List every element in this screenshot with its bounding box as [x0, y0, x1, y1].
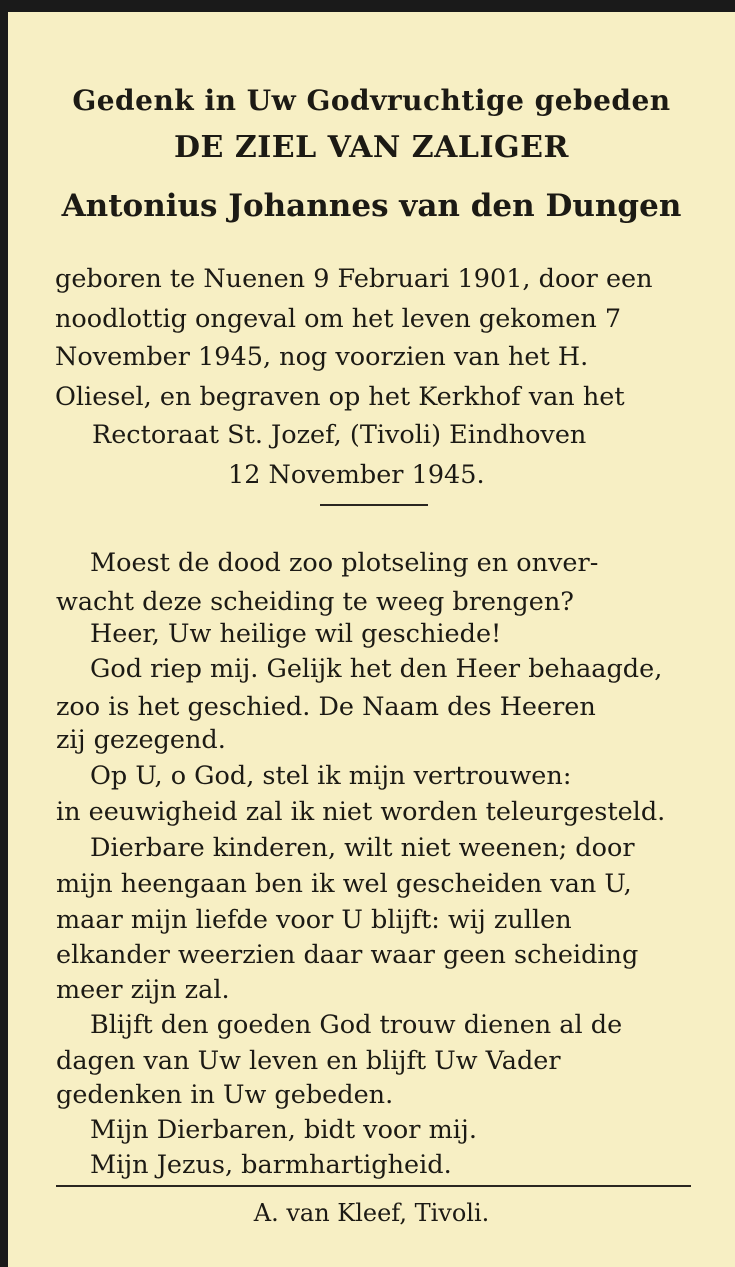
short-divider [320, 504, 428, 506]
poem-line: Heer, Uw heilige wil geschiede! [90, 619, 502, 649]
poem-line: zij gezegend. [56, 725, 226, 755]
poem-line: God riep mij. Gelijk het den Heer behaagde, [90, 654, 663, 684]
poem-line: Blijft den goeden God trouw dienen al de [90, 1010, 623, 1040]
poem-line: in eeuwigheid zal ik niet worden teleurgesteld. [56, 797, 666, 827]
poem-line: maar mijn liefde voor U blijft: wij zullen [56, 905, 572, 935]
poem-line: mijn heengaan ben ik wel gescheiden van U, [56, 869, 632, 899]
poem-line: wacht deze scheiding te weeg brengen? [56, 587, 574, 617]
bio-line: November 1945, nog voorzien van het H. [55, 342, 589, 372]
bio-line: 12 November 1945. [228, 460, 485, 490]
poem-line: Mijn Dierbaren, bidt voor mij. [90, 1115, 477, 1145]
header-line-1: Gedenk in Uw Godvruchtige gebeden [72, 84, 671, 117]
poem-line: Moest de dood zoo plotseling en onver- [90, 548, 599, 578]
poem-line: Dierbare kinderen, wilt niet weenen; door [90, 833, 635, 863]
deceased-name: Antonius Johannes van den Dungen [61, 188, 682, 224]
header-line-2: DE ZIEL VAN ZALIGER [174, 130, 569, 165]
bio-line: Rectoraat St. Jozef, (Tivoli) Eindhoven [92, 420, 587, 450]
poem-line: gedenken in Uw gebeden. [56, 1080, 394, 1110]
bio-line: Oliesel, en begraven op het Kerkhof van het [55, 382, 625, 412]
poem-line: elkander weerzien daar waar geen scheiding [56, 940, 639, 970]
bio-line: geboren te Nuenen 9 Februari 1901, door een [55, 264, 653, 294]
poem-line: Op U, o God, stel ik mijn vertrouwen: [90, 761, 572, 791]
printer-credit: A. van Kleef, Tivoli. [253, 1199, 490, 1227]
poem-line: dagen van Uw leven en blijft Uw Vader [56, 1046, 561, 1076]
long-divider [56, 1185, 691, 1187]
bio-line: noodlottig ongeval om het leven gekomen 7 [55, 304, 622, 334]
poem-line: zoo is het geschied. De Naam des Heeren [56, 692, 596, 722]
poem-line: meer zijn zal. [56, 975, 230, 1005]
poem-line: Mijn Jezus, barmhartigheid. [90, 1150, 452, 1180]
memorial-card [8, 12, 735, 1267]
